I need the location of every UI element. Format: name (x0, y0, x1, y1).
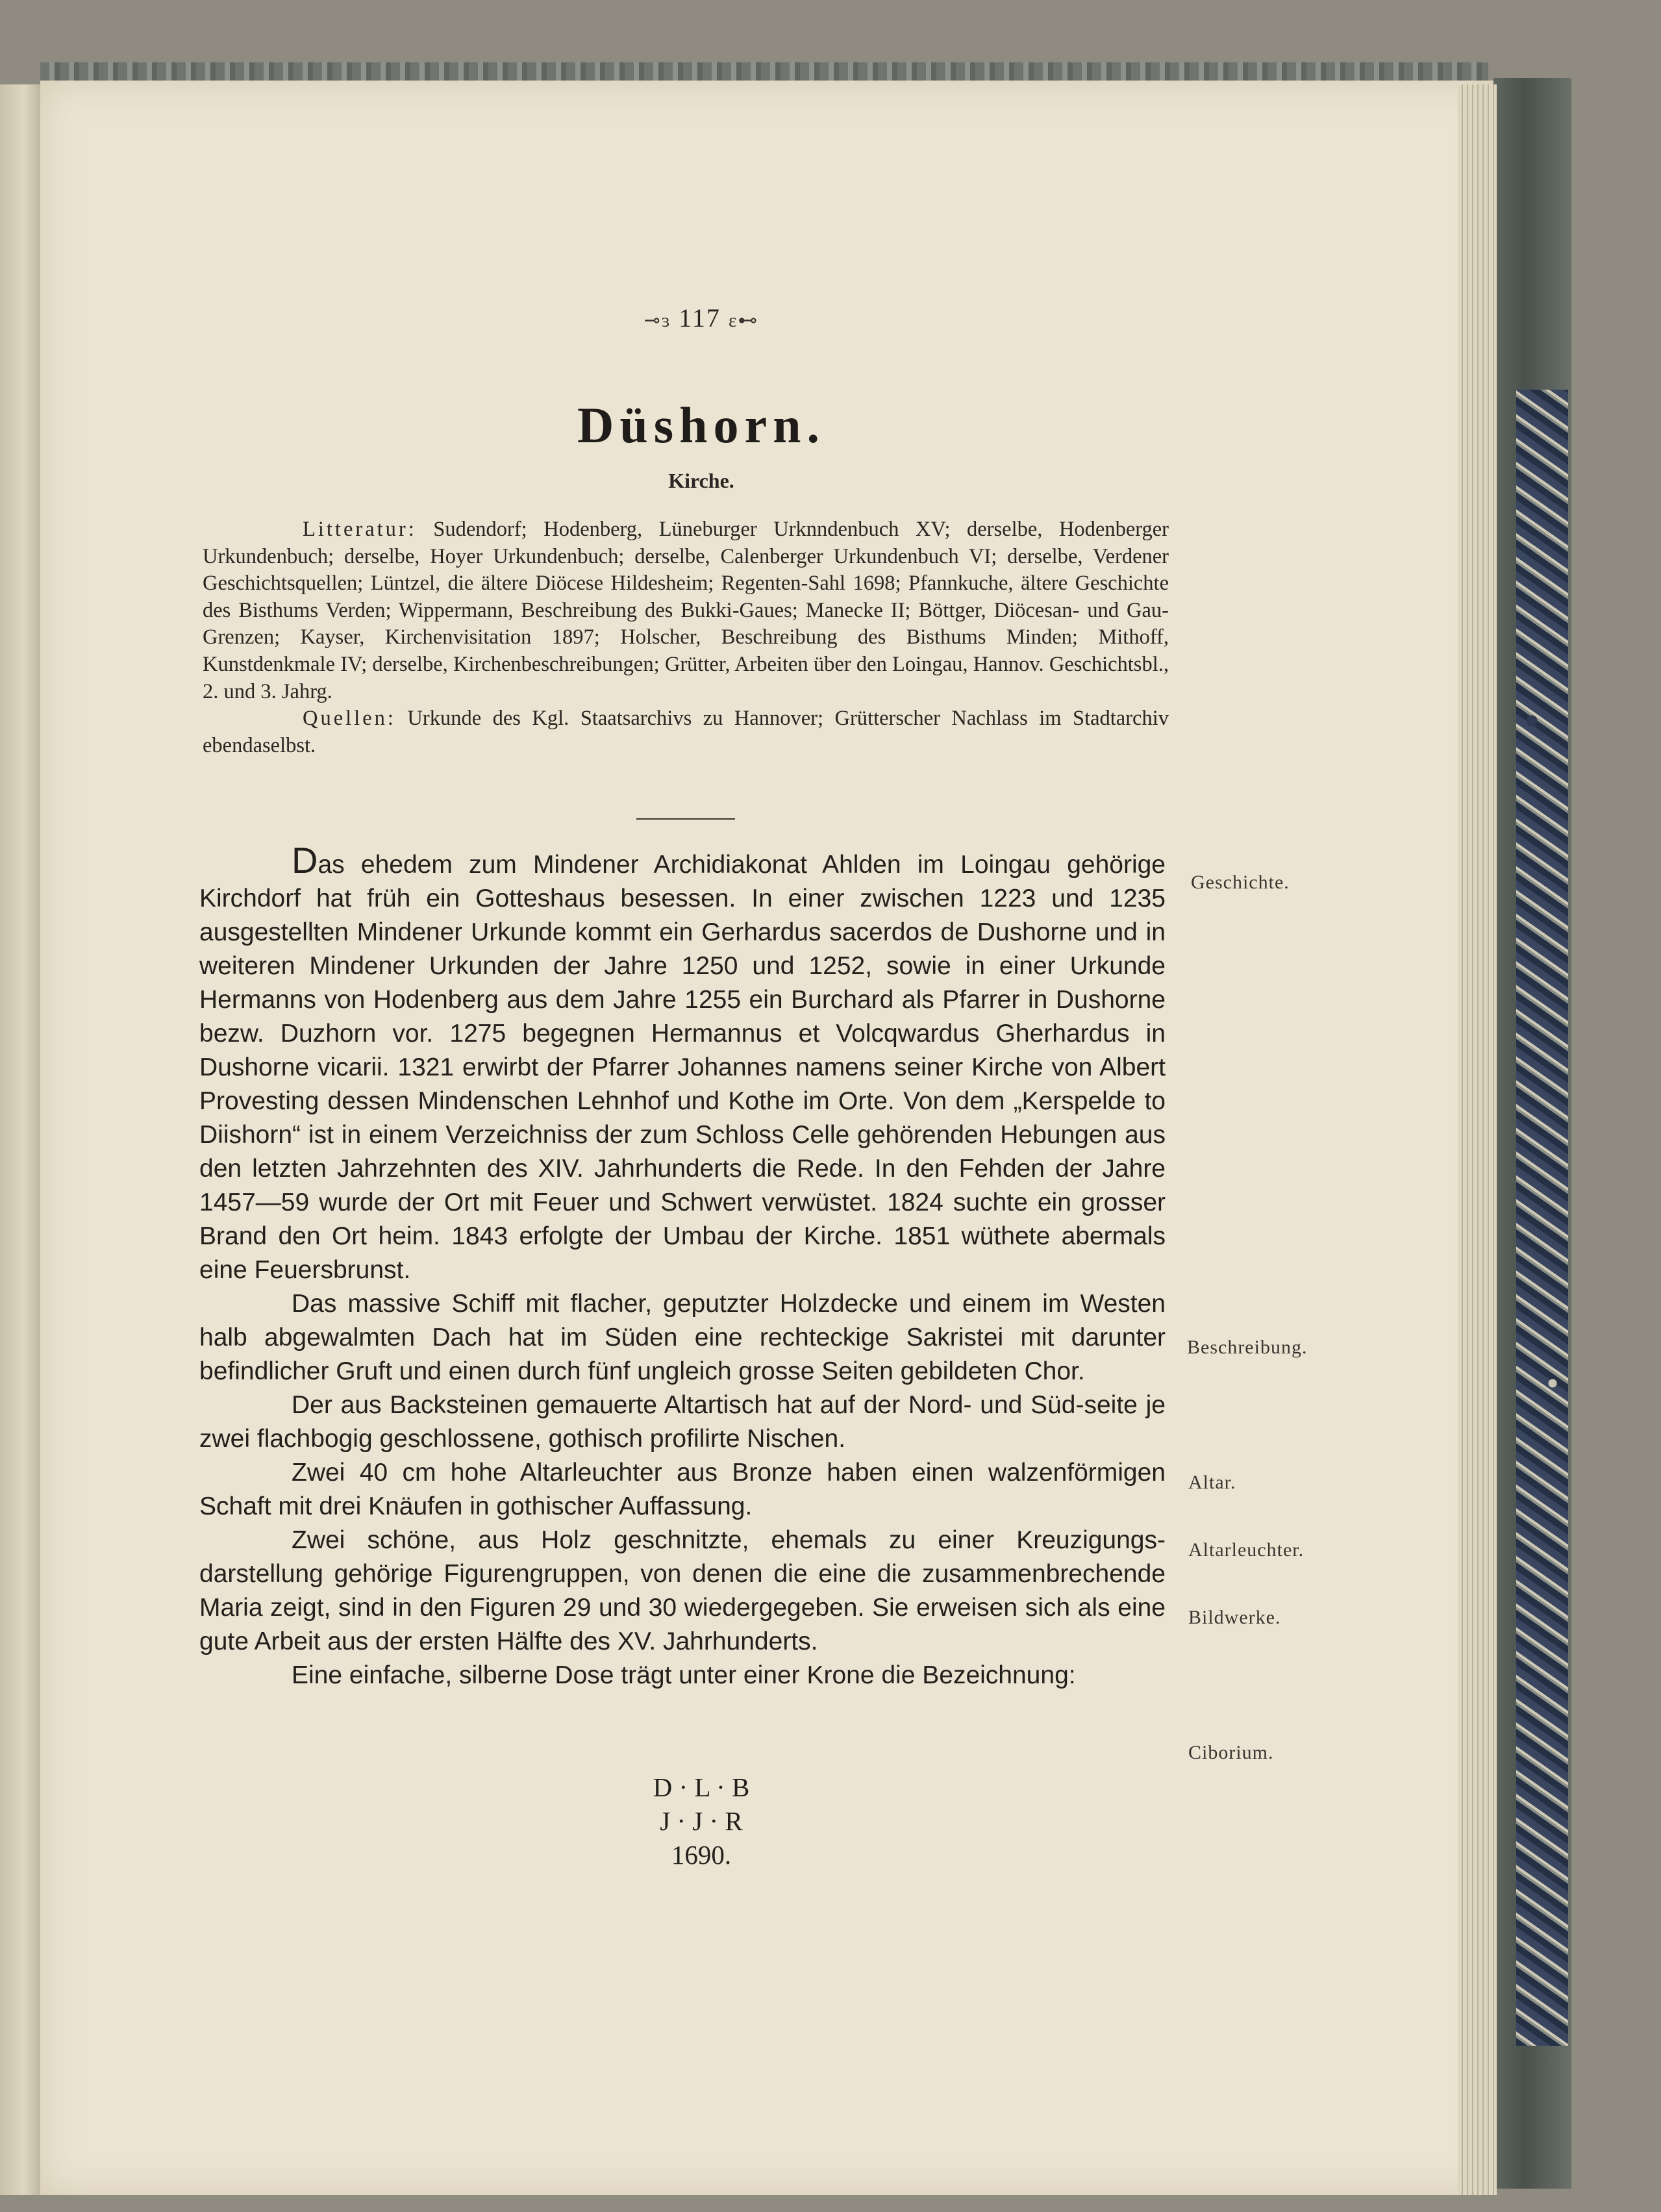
page-stack-edges (1458, 84, 1497, 2195)
margin-note-sculptures: Bildwerke. (1188, 1607, 1281, 1628)
ornament-left-icon: ⊸ɜ (643, 310, 671, 331)
inscription-line: D · L · B (653, 1772, 750, 1802)
initial-letter: D (292, 840, 318, 881)
margin-note-altar: Altar. (1188, 1472, 1236, 1493)
bibliography-block (203, 516, 1169, 759)
literature-label: Litteratur: (303, 518, 417, 541)
ciborium-paragraph: Eine einfache, silberne Dose trägt unter einer Krone die Bezeichnung: (292, 1661, 1076, 1689)
margin-note-description: Beschreibung. (1187, 1337, 1308, 1358)
margin-note-history: Geschichte. (1191, 872, 1290, 893)
facing-page-edge (0, 84, 40, 2195)
sources-label: Quellen: (303, 707, 396, 731)
main-text (199, 840, 1166, 1692)
inscription-line: 1690. (671, 1840, 732, 1870)
history-paragraph (199, 840, 1166, 1287)
margin-note-candlesticks: Altarleuchter. (1188, 1539, 1305, 1561)
section-divider (636, 818, 735, 820)
page-header (584, 303, 818, 333)
marbled-endpaper (1516, 390, 1568, 2046)
sculptures-paragraph: Zwei schöne, aus Holz geschnitzte, ehemals zu einer Kreuzigungs-darstellung gehörige Figurengruppen, von denen die eine die zusammenbrechende Maria zeigt, sind in den Figuren 29 und 30 wiedergegeben. Sie erweisen sich als eine gute Arbeit aus der ersten Hälfte des XV. Jahrhunderts. (199, 1526, 1166, 1655)
literature-paragraph (203, 516, 1169, 705)
page-title: Düshorn. (577, 397, 825, 453)
page-subtitle: Kirche. (668, 469, 734, 492)
page-number: 117 (679, 303, 721, 333)
candlesticks-paragraph: Zwei 40 cm hohe Altarleuchter aus Bronze haben einen walzenförmigen Schaft mit drei Knäufen in gothischer Auffassung. (199, 1459, 1166, 1520)
history-text: as ehedem zum Mindener Archidiakonat Ahlden im Loingau gehörige Kirchdorf hat früh ein Gotteshaus besessen. In einer zwischen 1223 und 1235 ausgestellten Mindener Urkunde kommt ein Gerhardus sacerdos de Dushorne und in weiteren Mindener Urkunden der Jahre 1250 und 1252, sowie in einer Urkunde Hermanns von Hodenberg aus dem Jahre 1255 ein Burchard als Pfarrer in Dushorne bezw. Duzhorn vor. 1275 begegnen Hermannus et Volcqwardus Gherhardus in Dushorne vicarii. 1321 erwirbt der Pfarrer Johannes namens seiner Kirche von Albert Provesting dessen Mindenschen Lehnhof und Kothe im Orte. Von dem „Kerspelde to Diishorn“ ist in einem Verzeichniss der zum Schloss Celle gehörenden Hebungen aus den letzten Jahrzehnten des XIV. Jahrhunderts die Rede. In den Fehden der Jahre 1457—59 wurde der Ort mit Feuer und Schwert verwüstet. 1824 suchte ein grosser Brand den Ort heim. 1843 erfolgte der Umbau der Kirche. 1851 wüthete abermals eine Feuersbrunst. (199, 851, 1166, 1284)
inscription-line: J · J · R (660, 1806, 743, 1836)
sources-paragraph (203, 705, 1169, 759)
margin-note-ciborium: Ciborium. (1188, 1742, 1274, 1763)
sources-text: Urkunde des Kgl. Staatsarchivs zu Hannover; Grütterscher Nachlass im Stadtarchiv ebendaselbst. (203, 707, 1169, 757)
ornament-right-icon: ɛ⊷ (728, 310, 759, 331)
altar-paragraph: Der aus Backsteinen gemauerte Altartisch hat auf der Nord- und Süd-seite je zwei flachbogig geschlossene, gothisch profilirte Nischen. (199, 1391, 1166, 1453)
literature-text: Sudendorf; Hodenberg, Lüneburger Urknndenbuch XV; derselbe, Hodenberger Urkundenbuch; derselbe, Hoyer Urkundenbuch; derselbe, Calenberger Urkundenbuch VI; derselbe, Verdener Geschichtsquellen; Lüntzel, die ältere Diöcese Hildesheim; Regenten-Sahl 1698; Pfannkuche, ältere Geschichte des Bisthums Verden; Wippermann, Beschreibung des Bukki-Gaues; Manecke II; Böttger, Diöcesan- und Gau-Grenzen; Kayser, Kirchenvisitation 1897; Holscher, Beschreibung des Bisthums Minden; Mithoff, Kunstdenkmale IV; derselbe, Kirchenbeschreibungen; Grütter, Arbeiten über den Loingau, Hannov. Geschichtsbl., 2. und 3. Jahrg. (203, 518, 1169, 703)
description-paragraph: Das massive Schiff mit flacher, geputzter Holzdecke und einem im Westen halb abgewalmten Dach hat im Süden eine rechteckige Sakristei mit darunter befindlicher Gruft und einen durch fünf ungleich grosse Seiten gebildeten Chor. (199, 1290, 1166, 1385)
